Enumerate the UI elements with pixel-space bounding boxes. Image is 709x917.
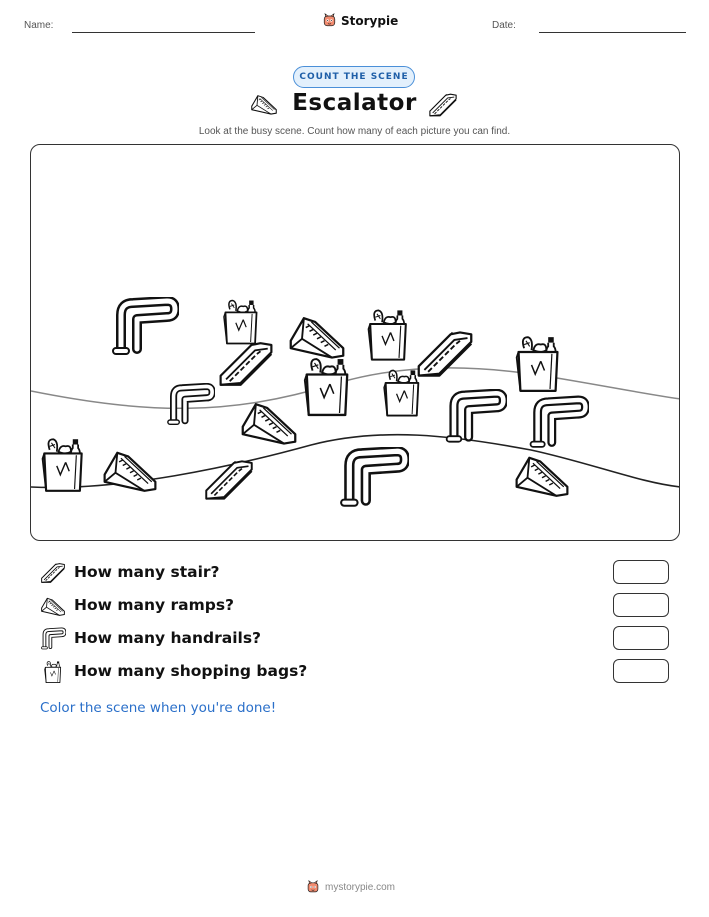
shopping-bag-icon <box>40 660 66 684</box>
handrail-icon <box>113 301 175 354</box>
brand-name: Storypie <box>341 13 399 28</box>
name-label: Name: <box>24 20 54 31</box>
scene-frame <box>30 144 680 541</box>
question-row-ramps <box>40 593 670 619</box>
storypie-logo-icon <box>322 13 337 28</box>
question-text: How many handrails? <box>74 629 262 647</box>
handrail-icon <box>447 393 504 441</box>
question-row-handrails <box>40 626 670 652</box>
count-the-scene-badge: COUNT THE SCENE <box>293 66 415 88</box>
handrail-icon <box>341 451 405 506</box>
handrail-icon <box>168 386 212 424</box>
answer-box-shopping-bags[interactable] <box>613 659 669 683</box>
shopping-bag-icon <box>43 439 82 491</box>
question-row-stairs <box>40 560 670 586</box>
closing-instruction: Color the scene when you're done! <box>40 700 277 716</box>
brand <box>322 13 398 28</box>
name-line[interactable] <box>72 32 255 33</box>
date-label: Date: <box>492 20 516 31</box>
escalator-icon <box>206 461 252 498</box>
shopping-bag-icon <box>517 337 558 391</box>
escalator-icon <box>40 561 66 585</box>
footer-url[interactable]: mystorypie.com <box>325 881 396 893</box>
date-line[interactable] <box>539 32 686 33</box>
storypie-logo-icon <box>306 880 320 894</box>
shopping-bag-icon <box>384 370 418 415</box>
scene-illustration <box>31 145 680 541</box>
instructions: Look at the busy scene. Count how many of each picture you can find. <box>198 126 511 137</box>
escalator-icon <box>221 343 272 385</box>
footer <box>306 880 395 894</box>
shopping-bag-icon <box>305 359 347 415</box>
escalator-icon <box>419 332 472 375</box>
ramp-icon <box>517 458 568 496</box>
handrail-icon <box>531 400 586 447</box>
ramp-icon <box>40 594 66 618</box>
shopping-bag-icon <box>224 301 257 344</box>
question-text: How many ramps? <box>74 596 235 614</box>
shopping-bag-icon <box>368 310 405 359</box>
answer-box-handrails[interactable] <box>613 626 669 650</box>
ramp-icon <box>243 404 296 443</box>
question-text: How many stair? <box>74 563 220 581</box>
answer-box-ramps[interactable] <box>613 593 669 617</box>
page-title: Escalator <box>292 90 417 116</box>
question-row-shopping-bags <box>40 659 670 685</box>
escalator-icon <box>428 92 458 118</box>
question-text: How many shopping bags? <box>74 662 308 680</box>
ramp-icon <box>291 318 344 357</box>
handrail-icon <box>40 627 66 651</box>
answer-box-stairs[interactable] <box>613 560 669 584</box>
